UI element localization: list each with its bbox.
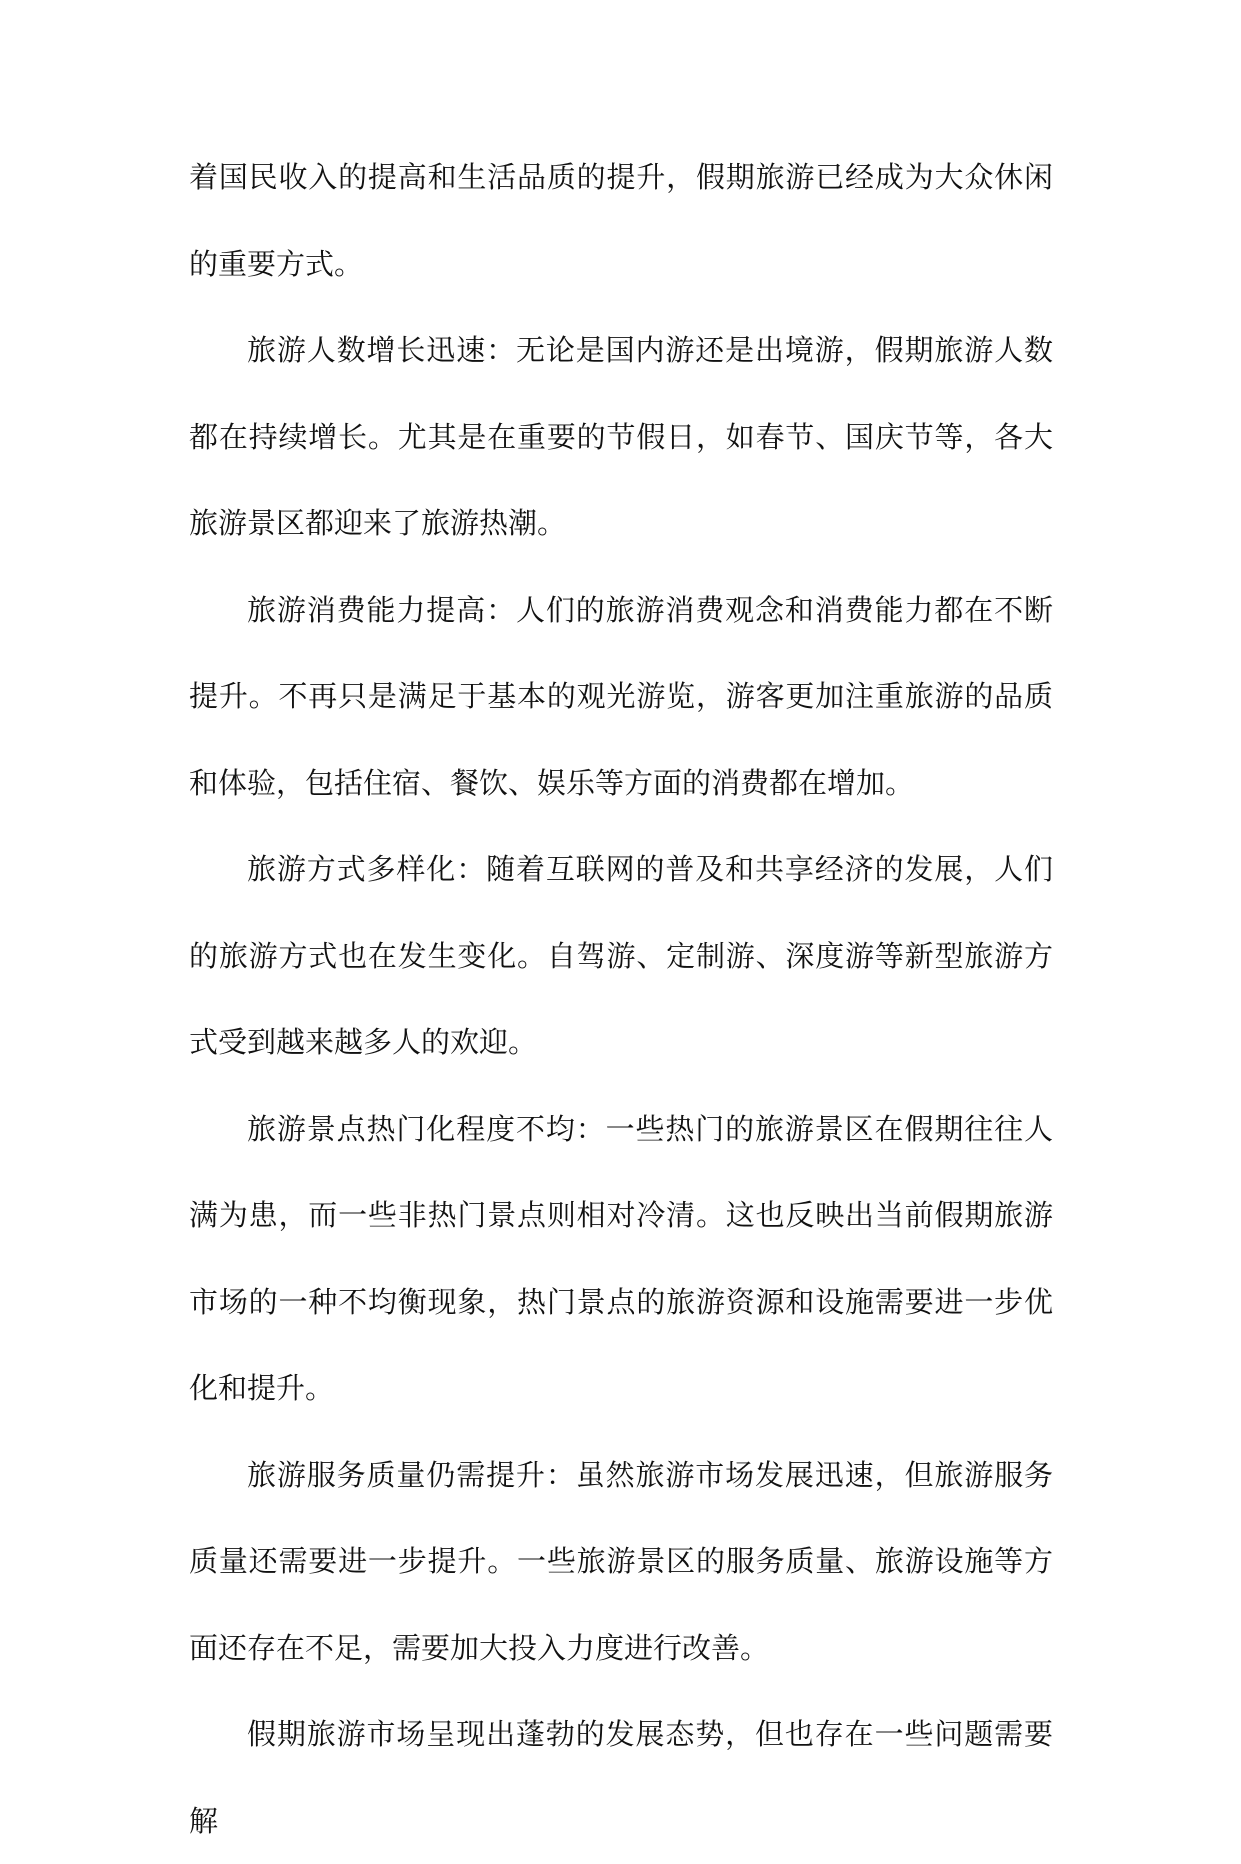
- paragraph-3: 旅游消费能力提高：人们的旅游消费观念和消费能力都在不断提升。不再只是满足于基本的观光游览，游客更加注重旅游的品质和体验，包括住宿、餐饮、娱乐等方面的消费都在增加。: [189, 592, 1053, 800]
- document-body: [189, 134, 1053, 1864]
- paragraph-5: 旅游景点热门化程度不均：一些热门的旅游景区在假期往往人满为患，而一些非热门景点则相对冷清。这也反映出当前假期旅游市场的一种不均衡现象，热门景点的旅游资源和设施需要进一步优化和提升。: [189, 1111, 1053, 1405]
- paragraph-4: 旅游方式多样化：随着互联网的普及和共享经济的发展，人们的旅游方式也在发生变化。自驾游、定制游、深度游等新型旅游方式受到越来越多人的欢迎。: [189, 852, 1053, 1059]
- paragraph-1: 着国民收入的提高和生活品质的提升，假期旅游已经成为大众休闲的重要方式。: [189, 160, 1053, 281]
- paragraph-2: 旅游人数增长迅速：无论是国内游还是出境游，假期旅游人数都在持续增长。尤其是在重要的节假日，如春节、国庆节等，各大旅游景区都迎来了旅游热潮。: [189, 333, 1053, 540]
- paragraph-6: 旅游服务质量仍需提升：虽然旅游市场发展迅速，但旅游服务质量还需要进一步提升。一些旅游景区的服务质量、旅游设施等方面还存在不足，需要加大投入力度进行改善。: [189, 1457, 1053, 1665]
- paragraph-7: 假期旅游市场呈现出蓬勃的发展态势，但也存在一些问题需要解: [189, 1717, 1053, 1838]
